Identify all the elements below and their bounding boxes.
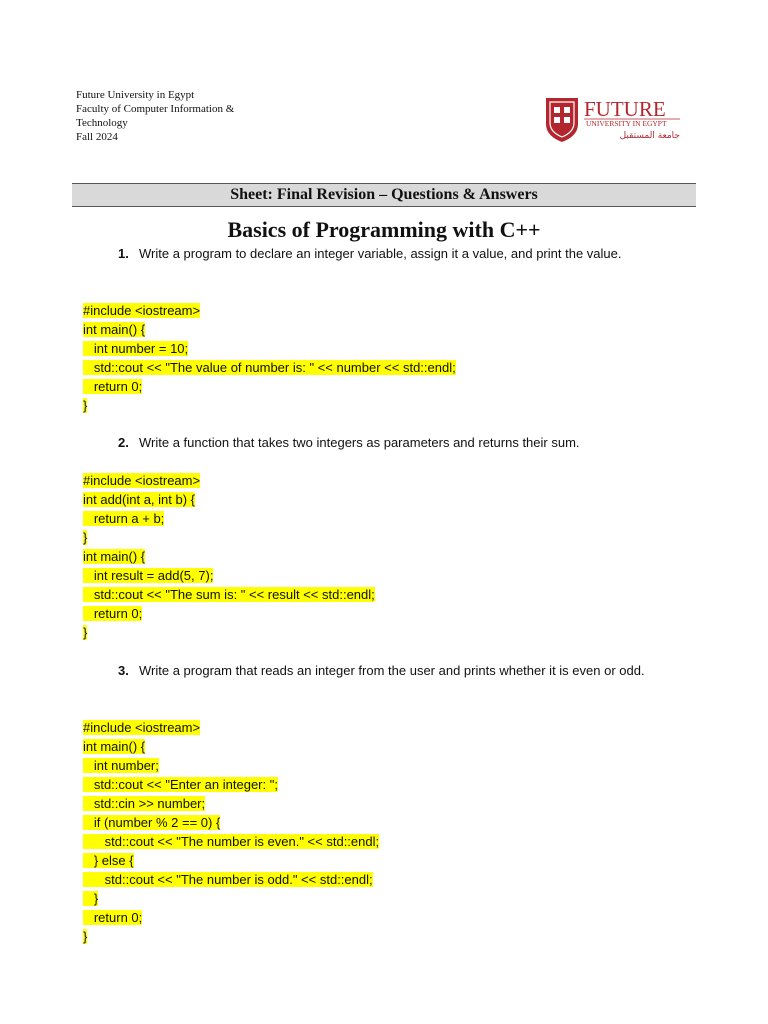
code-line <box>83 471 375 490</box>
code-line-text: int number; <box>83 758 159 773</box>
code-line-text: int add(int a, int b) { <box>83 492 196 507</box>
code-line-text: std::cout << "Enter an integer: "; <box>83 777 278 792</box>
code-line <box>83 509 375 528</box>
code-line <box>83 908 379 927</box>
code-line <box>83 604 375 623</box>
code-line-text: int result = add(5, 7); <box>83 568 214 583</box>
university-logo <box>540 94 690 144</box>
code-block-1 <box>83 301 456 415</box>
code-line-text: #include <iostream> <box>83 720 201 735</box>
code-line-text: } <box>83 530 88 545</box>
code-line-text: int main() { <box>83 322 146 337</box>
faculty-name: Faculty of Computer Information & Technology <box>76 103 235 129</box>
code-line-text: return 0; <box>83 379 143 394</box>
code-line-text: std::cout << "The number is even." << std::endl; <box>83 834 380 849</box>
code-line-text: #include <iostream> <box>83 473 201 488</box>
sheet-title: Sheet: Final Revision – Questions & Answers <box>230 186 538 203</box>
logo-arabic: جامعة المستقبل <box>619 131 680 141</box>
code-line <box>83 775 379 794</box>
code-line <box>83 358 456 377</box>
logo-subtext: UNIVERSITY IN EGYPT <box>586 119 667 128</box>
code-line <box>83 927 379 946</box>
code-line <box>83 623 375 642</box>
code-line <box>83 490 375 509</box>
code-line-text: } <box>83 625 88 640</box>
question-2 <box>118 433 678 452</box>
code-line-text: int number = 10; <box>83 341 189 356</box>
term: Fall 2024 <box>76 131 118 143</box>
code-line-text: } <box>83 929 88 944</box>
code-line <box>83 794 379 813</box>
code-line <box>83 870 379 889</box>
code-block-2 <box>83 471 375 642</box>
question-number: 3. <box>118 663 129 678</box>
code-line-text: if (number % 2 == 0) { <box>83 815 221 830</box>
code-line <box>83 889 379 908</box>
code-line <box>83 756 379 775</box>
code-line-text: return 0; <box>83 606 143 621</box>
code-line-text: int main() { <box>83 549 146 564</box>
code-line-text: return a + b; <box>83 511 165 526</box>
question-text: Write a program that reads an integer from the user and prints whether it is even or odd. <box>139 663 645 678</box>
university-crest-icon <box>540 94 690 144</box>
code-line <box>83 320 456 339</box>
sheet-title-bar <box>72 183 696 207</box>
code-line <box>83 377 456 396</box>
code-line-text: } else { <box>83 853 134 868</box>
code-line <box>83 851 379 870</box>
question-number: 2. <box>118 435 129 450</box>
code-line <box>83 566 375 585</box>
question-3 <box>118 661 678 680</box>
question-text: Write a function that takes two integers as parameters and returns their sum. <box>139 435 580 450</box>
code-line-text: } <box>83 398 88 413</box>
page-title: Basics of Programming with C++ <box>227 217 541 242</box>
code-block-3 <box>83 718 379 946</box>
code-line <box>83 528 375 547</box>
code-line-text: } <box>83 891 99 906</box>
code-line-text: std::cout << "The value of number is: " << number << std::endl; <box>83 360 456 375</box>
code-line <box>83 339 456 358</box>
university-name: Future University in Egypt <box>76 89 195 101</box>
code-line-text: std::cin >> number; <box>83 796 206 811</box>
question-number: 1. <box>118 246 129 261</box>
code-line <box>83 547 375 566</box>
code-line <box>83 585 375 604</box>
question-text: Write a program to declare an integer variable, assign it a value, and print the value. <box>139 246 622 261</box>
code-line-text: std::cout << "The sum is: " << result << std::endl; <box>83 587 375 602</box>
logo-text: FUTURE <box>584 97 666 121</box>
code-line-text: int main() { <box>83 739 146 754</box>
code-line <box>83 718 379 737</box>
code-line-text: #include <iostream> <box>83 303 201 318</box>
code-line-text: std::cout << "The number is odd." << std::endl; <box>83 872 373 887</box>
code-line <box>83 737 379 756</box>
code-line <box>83 813 379 832</box>
code-line <box>83 832 379 851</box>
question-1 <box>118 244 678 263</box>
code-line <box>83 301 456 320</box>
code-line-text: return 0; <box>83 910 143 925</box>
document-header-info <box>76 88 276 144</box>
code-line <box>83 396 456 415</box>
